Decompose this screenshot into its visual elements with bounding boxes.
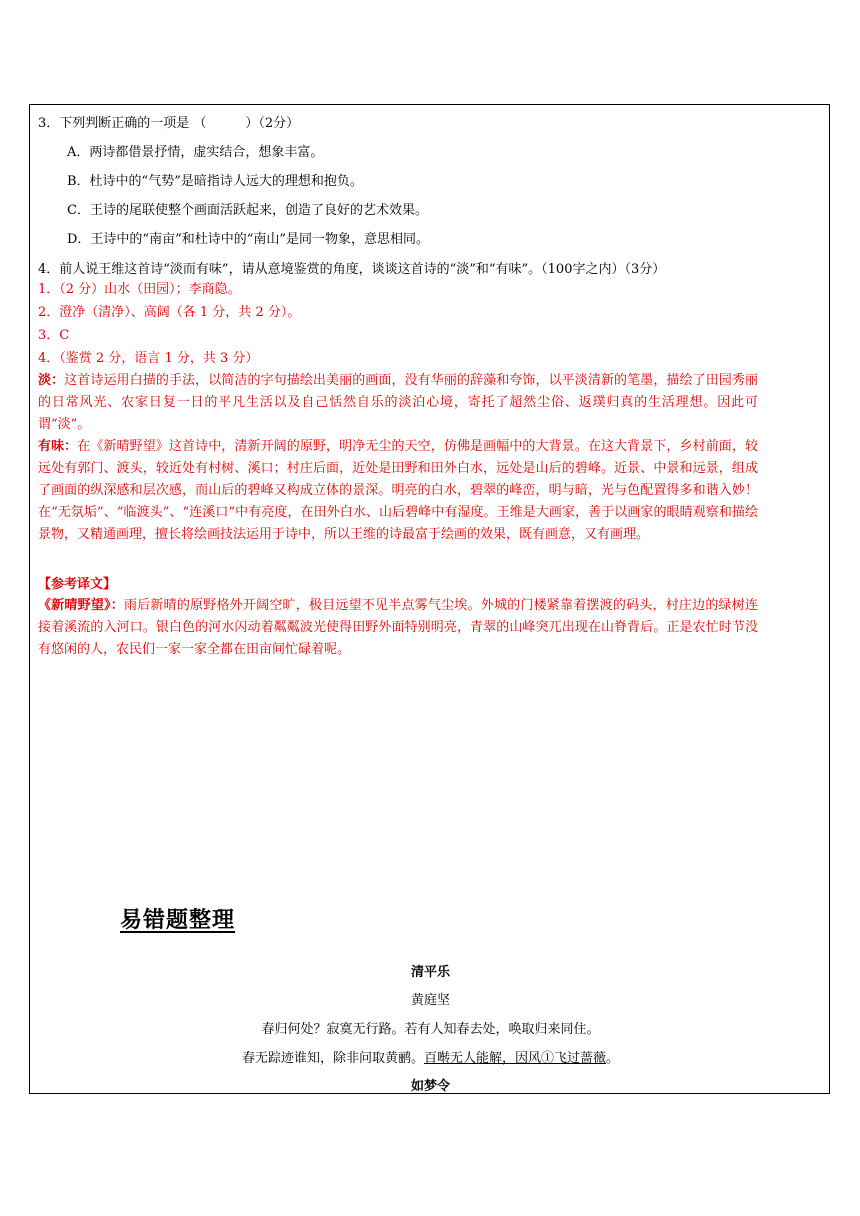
translation-text: 雨后新晴的原野格外开阔空旷，极目远望不见半点雾气尘埃。外城的门楼紧靠着摆渡的码头，村庄边的绿树连接着溪流的入河口。银白色的河水闪动着粼粼波光使得田野外面特别明亮，青翠的山峰突兀出现在山脊背后。正是农忙时节没有悠闲的人，农民们一家一家全都在田亩间忙碌着呢。 (38, 598, 758, 657)
question-3-option-a: A．两诗都借景抒情，虚实结合，想象丰富。 (67, 145, 324, 160)
translation-label: 《新晴野望》： (38, 598, 124, 613)
poem-1-line-2-end: 。 (606, 1051, 620, 1066)
answer-dan-text: 这首诗运用白描的手法，以简洁的字句描绘出美丽的画面，没有华丽的辞藻和夸饰，以平淡清新的笔墨，描绘了田园秀丽的日常风光、农家日复一日的平凡生活以及自己恬然自乐的淡泊心境，寄托了超然尘俗、返璞归真的生活理想。因此可谓“淡”。 (38, 373, 758, 432)
poem-1-title: 清平乐 (410, 965, 450, 980)
answer-1: 1．（2 分）山水（田园）；李商隐。 (38, 282, 241, 297)
answer-youwei-paragraph (38, 436, 758, 546)
poem-1-author: 黄庭坚 (410, 993, 450, 1008)
answer-youwei-text: 在《新晴野望》这首诗中，清新开阔的原野，明净无尘的天空，仿佛是画幅中的大背景。在这大背景下，乡村前面，较远处有郭门、渡头，较近处有村树、溪口；村庄后面，近处是田野和田外白水，远处是山后的碧峰。近景、中景和远景，组成了画面的纵深感和层次感，而山后的碧峰又构成立体的景深。明亮的白水，碧翠的峰峦，明与暗，光与色配置得多和谐入妙！在“无氛垢”、“临渡头”、“连溪口”中有亮度，在田外白水、山后碧峰中有湿度。王维是大画家，善于以画家的眼睛观察和描绘景物，又精通画理，擅长将绘画技法运用于诗中，所以王维的诗最富于绘画的效果，既有画意，又有画理。 (38, 439, 758, 542)
section-title: 易错题整理 (120, 907, 236, 933)
answer-4: 4．（鉴赏 2 分，语言 1 分，共 3 分） (38, 351, 259, 366)
question-3-stem: 3．下列判断正确的一项是 （ ）（2分） (38, 116, 300, 131)
worksheet-table-cell (29, 104, 830, 1094)
poem-1-line-2-underlined: 百啭无人能解，因风①飞过蔷薇 (423, 1051, 606, 1066)
answer-youwei-label: 有味： (38, 439, 78, 454)
translation-paragraph (38, 595, 758, 661)
answer-dan-paragraph (38, 370, 758, 436)
poem-1-line-2 (30, 1047, 831, 1066)
answer-2: 2．澄净（清净）、高阔（各 1 分，共 2 分）。 (38, 305, 301, 320)
poem-1-line-2-part-a: 春无踪迹谁知，除非问取黄鹂。 (241, 1051, 424, 1066)
answer-3: 3．C (38, 328, 70, 343)
answer-dan-label: 淡： (38, 373, 65, 388)
poem-2-title: 如梦令 (410, 1079, 450, 1094)
reference-translation-heading: 【参考译文】 (38, 577, 117, 592)
question-3-option-c: C．王诗的尾联使整个画面活跃起来，创造了良好的艺术效果。 (67, 203, 428, 218)
poem-1-line-1: 春归何处？寂寞无行路。若有人知春去处，唤取归来同住。 (261, 1022, 600, 1037)
question-4-stem: 4．前人说王维这首诗“淡而有味”，请从意境鉴赏的角度，谈谈这首诗的“淡”和“有味”。（100字之内）（3分） (38, 262, 666, 277)
question-3-option-d: D．王诗中的“南亩”和杜诗中的“南山”是同一物象，意思相同。 (67, 232, 430, 247)
question-3-option-b: B．杜诗中的“气势”是暗指诗人远大的理想和抱负。 (67, 174, 363, 189)
